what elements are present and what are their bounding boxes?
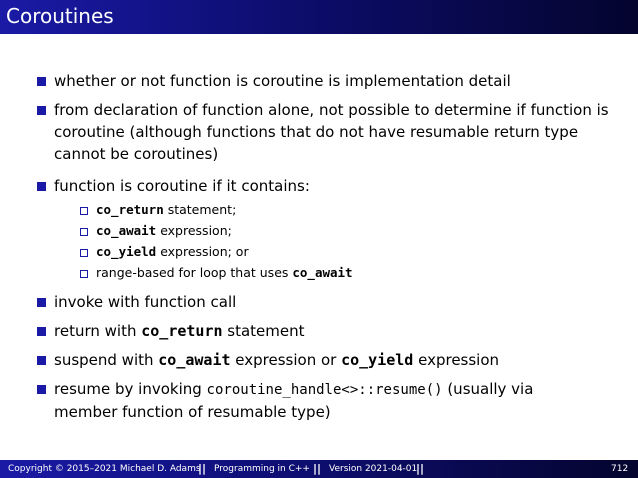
bullet-item-return: return with co_return statement (54, 322, 305, 340)
sub-item-range-for: range-based for loop that uses co_await (96, 265, 353, 280)
bullet-square-icon (37, 385, 46, 394)
footer-separator: || (198, 462, 207, 475)
footer-separator: || (416, 462, 425, 475)
sub-bullet-square-icon (80, 207, 88, 215)
bullet-item-coroutine-if: function is coroutine if it contains: (54, 177, 310, 195)
bullet-square-icon (37, 356, 46, 365)
slide-title: Coroutines (6, 4, 114, 28)
bullet-item-implementation-detail: whether or not function is coroutine is implementation detail (54, 72, 511, 90)
bullet-square-icon (37, 77, 46, 86)
sub-bullet-square-icon (80, 270, 88, 278)
sub-item-co-return: co_return statement; (96, 202, 237, 217)
footer-course: Programming in C++ (214, 464, 310, 474)
bullet-item-resume: resume by invoking coroutine_handle<>::resume() (usually via member function of resumable type) (54, 380, 534, 421)
bullet-item-declaration: from declaration of function alone, not possible to determine if function is coroutine (although functions that do not have resumable return type cannot be coroutines) (54, 101, 609, 163)
sub-bullet-square-icon (80, 249, 88, 257)
bullet-item-suspend: suspend with co_await expression or co_yield expression (54, 351, 500, 369)
sub-item-co-yield: co_yield expression; or (96, 244, 249, 259)
sub-item-co-await: co_await expression; (96, 223, 232, 238)
footer-bar (0, 460, 638, 478)
footer-copyright: Copyright © 2015–2021 Michael D. Adams (8, 464, 201, 474)
bullet-square-icon (37, 182, 46, 191)
bullet-square-icon (37, 106, 46, 115)
footer-version: Version 2021-04-01 (329, 464, 418, 474)
footer-page-number: 712 (611, 464, 629, 474)
bullet-square-icon (37, 327, 46, 336)
bullet-square-icon (37, 298, 46, 307)
sub-bullet-square-icon (80, 228, 88, 236)
bullet-item-invoke: invoke with function call (54, 293, 237, 311)
footer-separator: || (313, 462, 322, 475)
